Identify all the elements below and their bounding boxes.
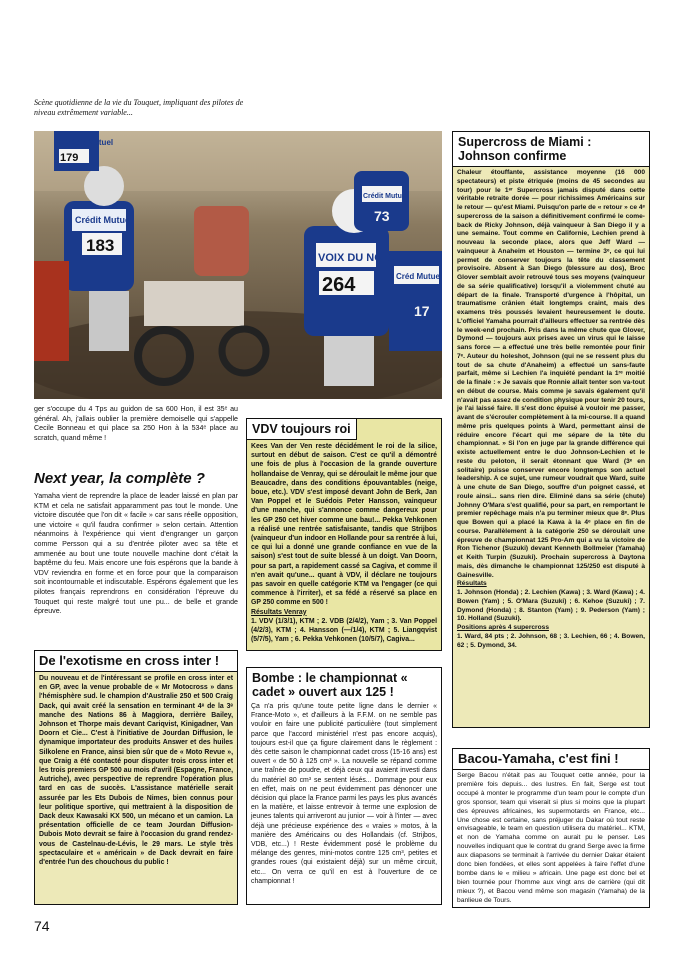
- left-intro-paragraph: ger s'occupe du 4 Tps au guidon de sa 600 Hon, il est 35ᵉ au général. Ah, j'allais oublier la première demoiselle qui s'appelle Cecile Bonneau et qui place sa 250 Hon à la 534ᵉ place au scratch, quand même !: [34, 405, 238, 442]
- vdv-results: 1. VDV (1/3/1), KTM ; 2. VDB (2/4/2), Yam ; 3. Van Poppel (4/2/3), KTM ; 4. Hansson (—/1/4), KTM ; 5. Liangqvist (5/7/5), Yam ; 6. Pekka Vehkonen (10/5/7), Cagiva...: [251, 617, 437, 644]
- bib-sponsor-5: Créd Mutue: [396, 272, 440, 281]
- race-photo: [34, 131, 442, 399]
- exotisme-title: De l'exotisme en cross inter !: [35, 651, 237, 672]
- exotisme-box: [34, 650, 238, 905]
- bib-number-3: 73: [374, 208, 390, 224]
- bacou-paragraph: Serge Bacou n'était pas au Touquet cette année, pour la première fois depuis... des lustres. En fait, Serge est tout occupé à monter le programme d'un team pour le compte d'un gros sponsor, team qui viserait si plus si moins que la plupart des épreuves africaines, les supermotards en France, etc... Une chose est certaine, sans préjuger du Dakar où tout reste envisageable, le team en question utilisera du matériel... KTM, et non de Yamaha comme on aurait pu le penser. Les nouvelles indiquant que le contrat du grand Serge avec la firme aux diapasons se terminait à l'arrivée du dernier Dakar étaient donc bien fondées, et elles sont appelées à faire l'effet d'une bombe dans le « milieu » africain. Une page est donc bel et bien tournée pour l'homme aux vingt ans de carrière (qui dit mieux ?), et Bacou vend même son magasin (Yamaha) de la banlieue de Tours.: [457, 772, 645, 904]
- miami-positions: 1. Ward, 84 pts ; 2. Johnson, 68 ; 3. Lechien, 66 ; 4. Bowen, 62 ; 5. Dymond, 34.: [457, 632, 645, 649]
- bombe-title: Bombe : le championnat « cadet » ouvert aux 125 !: [252, 671, 408, 699]
- bombe-body: [247, 701, 441, 889]
- page-number: 74: [34, 918, 50, 934]
- miami-positions-label: Positions après 4 supercross: [457, 624, 549, 631]
- bib-number-2: 183: [86, 236, 115, 255]
- bib-number-5: 17: [414, 303, 430, 319]
- bacou-box: [452, 748, 650, 908]
- vdv-title: VDV toujours roi: [247, 419, 357, 440]
- bacou-body: [453, 770, 649, 909]
- bib-sponsor-2: Crédit Mutuel: [75, 215, 133, 225]
- bib-number-4: 264: [322, 274, 356, 296]
- vdv-box: [246, 418, 442, 651]
- next-year-paragraph: Yamaha vient de reprendre la place de leader laissé en plan par KTM et cela ne satisfait apparamment pas tout le monde. Une victoire discutée que l'on dit « facile » car sans réelle opposition, une victoire « qu'il faudra confirmer » selon certain. Attention néanmoins à l'expérience qui vient d'engranger un garçon comme Persson qui a su d'entrée piloter avec sa tête et ammenée au bout une toute nouvelle machine dont c'était la baptême du feu. Mais encore une fois espérons que la bande à VDV reviendra en forme et en force pour que la comparaison soit incontournable et indiscutable. Espérons également que les pilotes français reprendrons en considération l'épreuve du Touquet qui reste malgré tout une pu... de belle et grande épreuve.: [34, 492, 238, 616]
- miami-body: [453, 167, 649, 653]
- miami-paragraph: Chaleur étouffante, assistance moyenne (16 000 spectateurs) et piste étriquée (moins de 45 secondes au tour) pour le 1ᵉʳ Supercross jamais disputé dans cette véritable retraite dorée — pour richissimes Américains sur le retour — qu'est Miami. Puisqu'on parle de « retour » ce 4ᵉ supercross de la saison a définitivement confirmé le come-back de Ricky Johnson, déjà vainqueur à San Diego il y a une semaine. Tout comme en Californie, Lechien prend à nouveau la seconde place, alors que Jeff Ward — vainqueur à Anaheim et Houston — termine 3ᵉ, ce qui lui permet de conserver toujours la tête du classement provisoire. Absent à San Diego (blessure au dos), Broc Glover semblait avoir retrouvé tous ses moyens (vainqueur de sa série qualificative) lorsqu'il a violemment chuté au départ de la finale. Transporté d'urgence à l'hôpital, un traumatisme crânien était longtemps craint, mais des examens très poussés levaient heureusement le doute. L'officiel Yamaha pourrait d'ailleurs effectuer sa rentrée dès le week-end prochain. Pris dans la même chute que Glover, Dymond — toujours aux prises avec un virus qui le laisse sans force — a effectué une très belle remontée pour finir 7ᵉ. Auteur du holeshot, Johnson (qui ne se ressent plus du tout de sa chute d'Anaheim) a effectué un sans-faute parfait, même si Lechien l'a inquiété pendant la 1ʳᵉ moitié de la finale : « Je savais que Ronnie allait tenter son va-tout en début de course. Mais comme je savais également qu'il n'avait pas assez de condition physique pour tenir 20 tours, je l'ai laissé faire. Il s'est donc épuisé à vouloir me passer, avant de s'écrouler complètement à la mi-course. Il a quand même pris quelques points à Ward, permettant ainsi de réduire encore l'écart qui me sépare de la tête du championnat. » Si l'on en juge par la grande différence qui existe actuellement entre le duo Johnson-Lechien et le reste du peloton, il serait étonnant que Ward (3ᵉ en solitaire) puisse conserver encore longtemps son actuel leadership. A ce sujet, une rumeur voudrait que Ward, suite à une chute de San Diego, souffre d'un poignet cassé, et roule ainsi... sans rien dire. Eliminé dans sa série (chute) Johnny O'Mara s'est qualifié, pour sa part, en remportant le premier repêchage mais n'a pu terminer mieux que 8ᵉ. Plus que Bowen qui a placé la Kawa à la 4ᵉ place en fin de course. Parallèlement à la catégorie 250 se déroulait une épreuve de championnat 125 Pro-Am qui a vu la victoire de Ron Tichenor (Suzuki) devant Kenneth Bollmeier (Yamaha) et Keith Turpin (Suzuki). Prochain supercross à Daytona mais, dès dimanche le championnat 125/250 est disputé à Gainesville.: [457, 169, 645, 579]
- vdv-body: [247, 440, 441, 647]
- bombe-paragraph: Ça n'a pris qu'une toute petite ligne dans le dernier « France-Moto », et d'ailleurs à la F.F.M. on ne semble pas vouloir en faire une publicité particulière (tout simplement parce que l'accord ministériel n'est pas encore acquis), toujours est-il que ça figure clairement dans le règlement : dès cette saison le championnat cadet cross (15-16 ans) est ouvert « de 50 à 125 cm³ ». La nouvelle se répand comme une traînée de poudre, et déjà ceux qui avaient investi dans du matériel 80 cm³ se sentent lésés... Dommage pour eux en effet, mais on ne peut évidemment pas dénoncer une décision qui place la France parmi les pays les plus avancés en la matière, et laisse entrevoir à terme une explosion de jeunes talents qui arriveront au junior — voir à l'inter — avec déjà une précieuse expérience des « vraies » motos, à la manière des Américains ou des Hollandais (cf. Strijbos, VDB, etc...) ! Reste évidemment posé le problème du mélange des genres, mini-motos contre 125 cm³, petites et grandes roues (qui existaient déjà) sur un même circuit, etc... On verra ce qu'il en est à l'ouverture de ce championnat !: [251, 703, 437, 885]
- bib-sponsor-1: Crédit Mutuel: [62, 138, 114, 147]
- bib-sponsor-3: Crédit Mutuel: [363, 193, 408, 200]
- vdv-results-label: Résultats Venray: [251, 608, 307, 616]
- photo-caption: Scène quotidienne de la vie du Touquet, impliquant des pilotes de niveau extrêmement variable...: [34, 98, 244, 117]
- bacou-title: Bacou-Yamaha, c'est fini !: [453, 749, 649, 770]
- miami-results: 1. Johnson (Honda) ; 2. Lechien (Kawa) ; 3. Ward (Kawa) ; 4. Bowen (Yam) ; 5. O'Mara (Suzuki) ; 6. Kehoe (Suzuki) ; 7. Dymond (Honda) ; 8. Stanton (Yam) ; 9. Pederson (Yam) ; 10. Holland (Suzuki).: [457, 589, 645, 623]
- vdv-paragraph: Kees Van der Ven reste décidément le roi de la silice, surtout en début de saison. C'est ce qu'il a démontré une fois de plus à l'occasion de la grande ouverture hollandaise de Venray, qui se déroulait le même jour que Beaucadre, dans des conditions épouvantables (neige, boue, etc.). VDV s'est imposé devant John de Berk, Jan Van Poppel et le Suédois Peter Hansson, vainqueur d'une manche, qui s'annonce comme dangereux pour les GP 250 cet hiver comme une bau!... Pekka Vehkonen a réalisé une rentrée satisfaisante, tandis que Strijbos (vainqueur d'un indoor en Hollande pour sa rentrée à lui, ce qui lui a donné une grande confiance en vue de la saison) s'est tout de suite blessé à un doigt. Van Doorn, pour sa part, a rapidement cassé sa Cagiva, et comme il n'en avait qu'une... quant à VDV, il déclare ne toujours pas savoir en quelle catégorie KTM va l'engager (ce qui commence à l'irriter), et sa fédé a réservé sa place en GP 250 comme en 500 !: [251, 443, 437, 607]
- next-year-text: [34, 492, 238, 617]
- miami-box: [452, 131, 650, 728]
- bombe-box: [246, 667, 442, 905]
- exotisme-paragraph: Du nouveau et de l'intéressant se profile en cross inter et en GP, avec la venue probable de « Mr Motocross » dans l'hémisphère sud. le champion d'Australie 250 et 500 Craig Dack, qui avait créé la sensation en terminant 4ᵉ de la 3ᵉ manche des Nations 86 à Maggiora, derrière Bailey, Johnson et Thorpe mais devant Cariqvist, Kinigadner, Van Doorn et Cie... C'est à l'initiative de Jourdan Diffusion, le dynamique importateur des produits Answer et des huiles Silkolene en France, ainsi bien sûr que de « Moto Revue », que Craig a été contacté pour disputer trois cross inter et les trois premiers GP 500 au mois d'avril (Espagne, France, Autriche), avec perspective de reprendre l'opération plus tard en cas de succès. L'assistance matérielle serait assurée par les Ets Dubois de Nimes, bien connus pour leur politique sportive, qui mettraient à la disposition de Dack deux Kawasaki KX 500, un mécano et un camion. La présentation officielle de ce team Jourdan Diffusion-Dubois Moto devrait se faire à l'occasion du grand rendez-vous de Castelnau-de-Lévis, le 29 mars. Le style très spectaculaire et « américain » de Dack devrait en faire d'entrée l'un des chouchous du public !: [39, 675, 233, 867]
- exotisme-body: [35, 672, 237, 870]
- miami-results-label: Résultats: [457, 580, 487, 588]
- left-intro-text: [34, 405, 238, 443]
- bib-number-1: 179: [60, 152, 79, 164]
- miami-title: Supercross de Miami : Johnson confirme: [453, 132, 649, 167]
- bib-sponsor-4: VOIX DU NORD: [318, 252, 399, 264]
- next-year-heading: Next year, la complète ?: [34, 470, 205, 487]
